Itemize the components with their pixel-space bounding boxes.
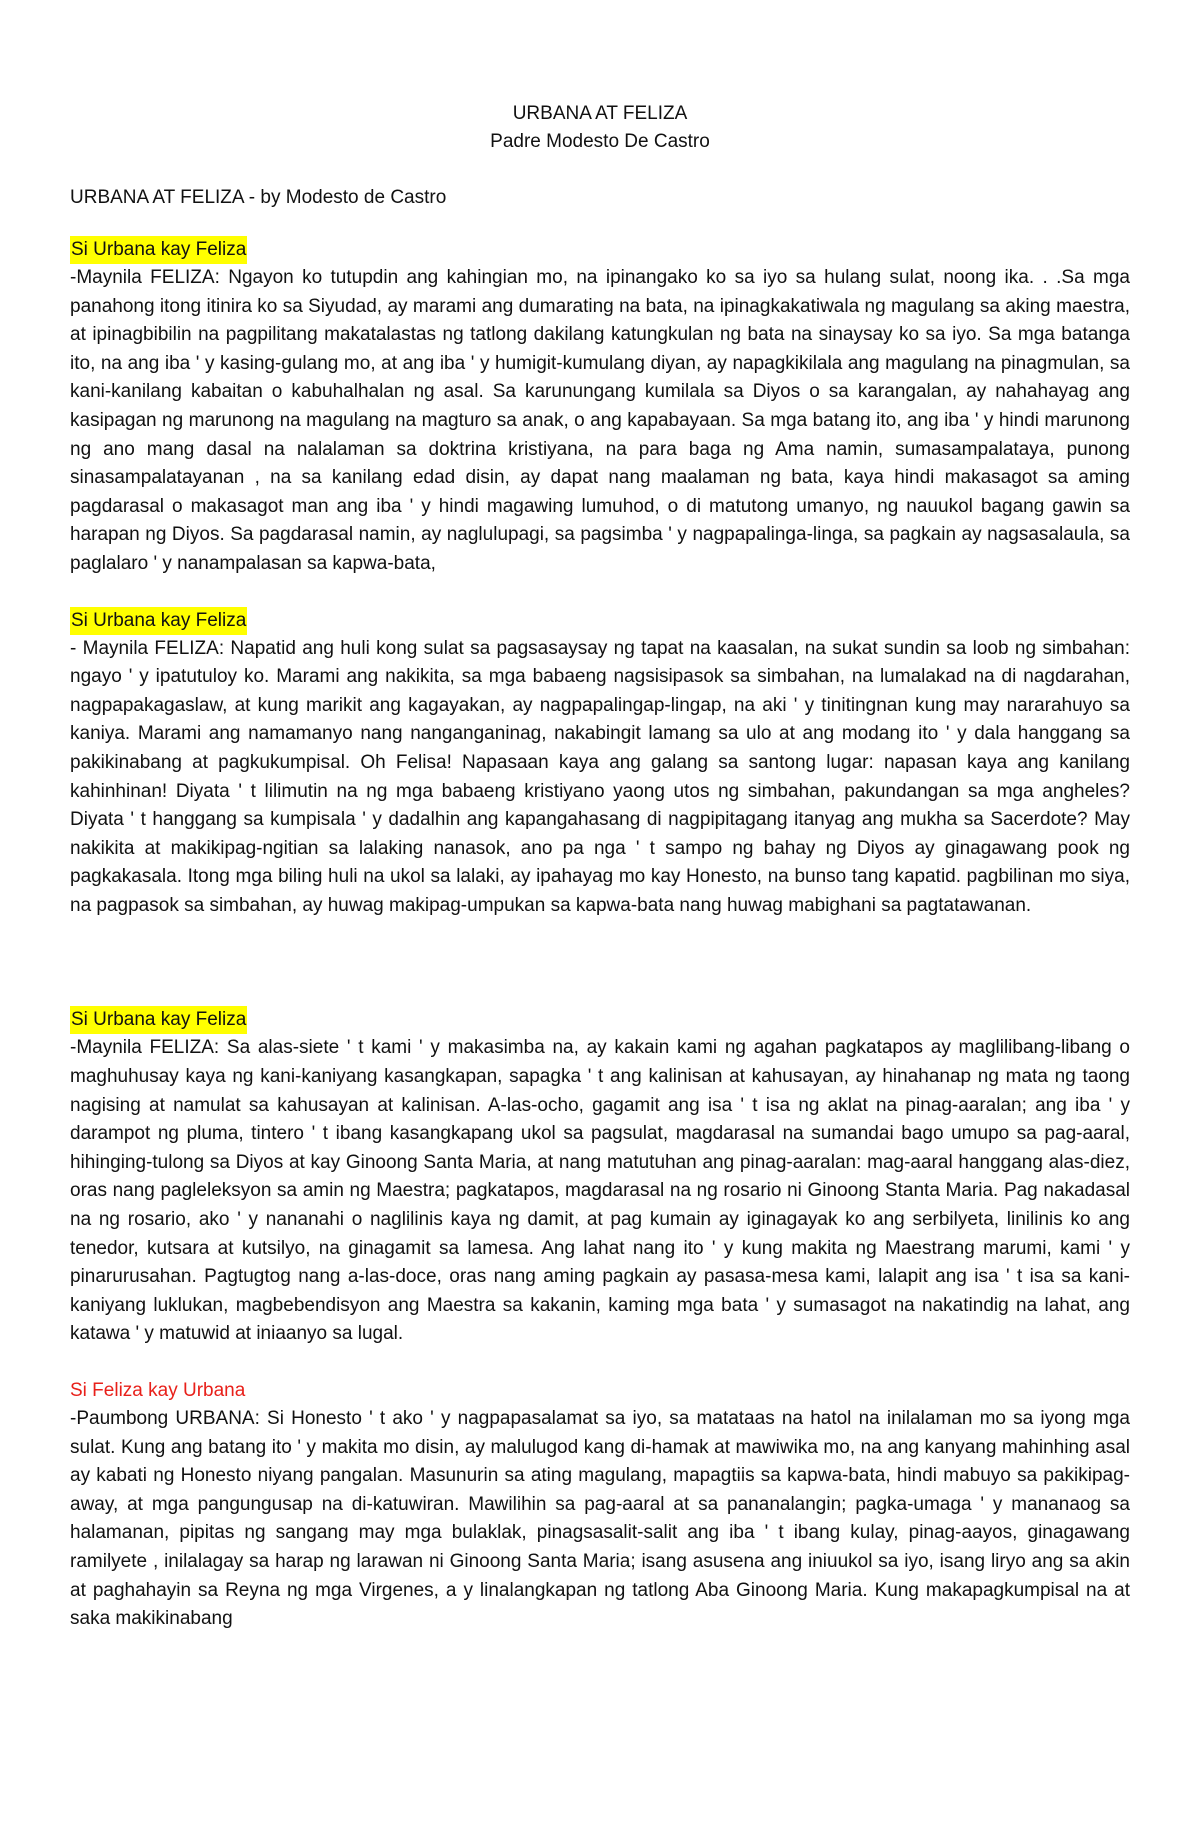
document-byline: URBANA AT FELIZA - by Modesto de Castro	[70, 187, 447, 208]
title-block	[70, 100, 1130, 156]
letter-heading: Si Urbana kay Feliza	[70, 236, 247, 264]
letter-section-4	[70, 1377, 1130, 1634]
letter-body: -Maynila FELIZA: Ngayon ko tutupdin ang kahingian mo, na ipinangako ko sa iyo sa hulang sulat, noong ika. . .Sa mga panahong itong itinira ko sa Siyudad, ay marami ang dumarating na bata, na ipinagkakatiwala ng magulang sa aking maestra, at ipinagbibilin na pagpilitang makatalastas ng tatlong dakilang katungkulan ng bata na sinaysay ko sa iyo. Sa mga batanga ito, na ang iba ' y kasing-gulang mo, at ang iba ' y humigit-kumulang diyan, ay napagkikilala ang magulang na pinagmulan, sa kani-kanilang kabaitan o kabuhalhalan ng asal. Sa karunungang kumilala sa Diyos o sa karangalan, ay nahahayag ang kasipagan ng marunong na magulang na magturo sa anak, o ang kapabayaan. Sa mga batang ito, ang iba ' y hindi marunong ng ano mang dasal na nalalaman sa doktrina kristiyana, na para baga ng Ama namin, sumasampalataya, punong sinasampalatayanan , na sa kanilang edad disin, ay dapat nang maalaman ng bata, kaya hindi makasagot sa aming pagdarasal o makasagot man ang iba ' y hindi magawing lumuhod, o di matutong umanyo, ng nauukol bagang gawin sa harapan ng Diyos. Sa pagdarasal namin, ay naglulupagi, sa pagsimba ' y nagpapalinga-linga, sa pagkain ay nagsasalaula, sa paglalaro ' y nanampalasan sa kapwa-bata,	[70, 267, 1130, 574]
document-page	[70, 100, 1130, 1662]
letter-heading: Si Urbana kay Feliza	[70, 607, 247, 635]
letter-heading: Si Feliza kay Urbana	[70, 1380, 246, 1401]
letter-heading: Si Urbana kay Feliza	[70, 1006, 247, 1034]
letter-section-2	[70, 607, 1130, 921]
letter-body: -Maynila FELIZA: Sa alas-siete ' t kami ' y makasimba na, ay kakain kami ng agahan pagkatapos ay maglilibang-libang o maghuhusay kaya ng kani-kaniyang kasangkapan, sapagka ' t ang kalinisan at kahusayan, ay hinahanap ng mata ng taong nagising at namulat sa kahusayan at kalinisan. A-las-ocho, gagamit ang isa ' t isa ng aklat na pinag-aaralan; ang iba ' y darampot ng pluma, tintero ' t ibang kasangkapang ukol sa pagsulat, magdarasal na sumandai bago umupo sa pag-aaral, hihinging-tulong sa Diyos at kay Ginoong Santa Maria, at nang matutuhan ang pinag-aaralan: mag-aaral hanggang alas-diez, oras nang pagleleksyon sa amin ng Maestra; pagkatapos, magdarasal na ng rosario ni Ginoong Stanta Maria. Pag nakadasal na ng rosario, ako ' y nananahi o naglilinis kaya ng damit, at pag kumain ay iginagayak ko ang serbilyeta, linilinis ko ang tenedor, kutsara at kutsilyo, na ginagamit sa lamesa. Ang lahat nang ito ' y kung makita ng Maestrang marumi, kami ' y pinarurusahan. Pagtugtog nang a-las-doce, oras nang aming pagkain ay pasasa-mesa kami, lalapit ang isa ' t isa sa kani-kaniyang luklukan, magbebendisyon ang Maestra sa kakanin, kaming mga bata ' y sumasagot na nakatindig na lahat, ang katawa ' y matuwid at iniaanyo sa lugal.	[70, 1037, 1130, 1345]
letter-section-3	[70, 1006, 1130, 1349]
document-author: Padre Modesto De Castro	[490, 131, 710, 152]
letter-section-1	[70, 236, 1130, 579]
letter-body: -Paumbong URBANA: Si Honesto ' t ako ' y nagpapasalamat sa iyo, sa matataas na hatol na inilalaman mo sa iyong mga sulat. Kung ang batang ito ' y makita mo disin, ay malulugod kang di-hamak at mawiwika mo, na ang kanyang mahinhing asal ay kabati ng Honesto niyang pangalan. Masunurin sa ating magulang, mapagtiis sa kapwa-bata, hindi mabuyo sa pakikipag-away, at mga pangungusap na di-katuwiran. Mawilihin sa pag-aaral at sa pananalangin; pagka-umaga ' y mananaog sa halamanan, pipitas ng sangang may mga bulaklak, pinagsasalit-salit ang iba ' t ibang kulay, pinag-aayos, ginagawang ramilyete , inilalagay sa harap ng larawan ni Ginoong Santa Maria; isang asusena ang iniuukol sa iyo, isang liryo ang sa akin at paghahayin sa Reyna ng mga Virgenes, a y linalangkapan ng tatlong Aba Ginoong Maria. Kung makapagkumpisal na at saka makikinabang	[70, 1408, 1130, 1630]
document-title: URBANA AT FELIZA	[512, 103, 688, 124]
letter-body: - Maynila FELIZA: Napatid ang huli kong sulat sa pagsasaysay ng tapat na kaasalan, na sukat sundin sa loob ng simbahan: ngayo ' y ipatutuloy ko. Marami ang nakikita, sa mga babaeng nagsisipasok sa simbahan, na lumalakad na di nagdarahan, nagpapakagaslaw, at kung marikit ang kagayakan, ay nagpapalingap-lingap, na aki ' y tinitingnan kung may nararahuyo sa kaniya. Marami ang namamanyo nang nanganganinag, nakabingit lamang sa ulo at ang modang ito ' y dala hanggang sa pakikinabang at pagkukumpisal. Oh Felisa! Napasaan kaya ang galang sa santong lugar: napasan kaya ang kanilang kahinhinan! Diyata ' t lilimutin na ng mga babaeng kristiyano yaong utos ng simbahan, pakundangan sa mga angheles? Diyata ' t hanggang sa kumpisala ' y dadalhin ang kapangahasang di nagpipitagang itanyag ang mukha sa Sacerdote? May nakikita at makikipag-ngitian sa lalaking nanasok, ano pa nga ' t sampo ng bahay ng Diyos ay ginagawang pook ng pagkakasala. Itong mga biling huli na ukol sa lalaki, ay ipahayag mo kay Honesto, na bunso tang kapatid. pagbilinan mo siya, na pagpasok sa simbahan, ay huwag makipag-umpukan sa kapwa-bata nang huwag mabighani sa pagtatawanan.	[70, 637, 1130, 916]
